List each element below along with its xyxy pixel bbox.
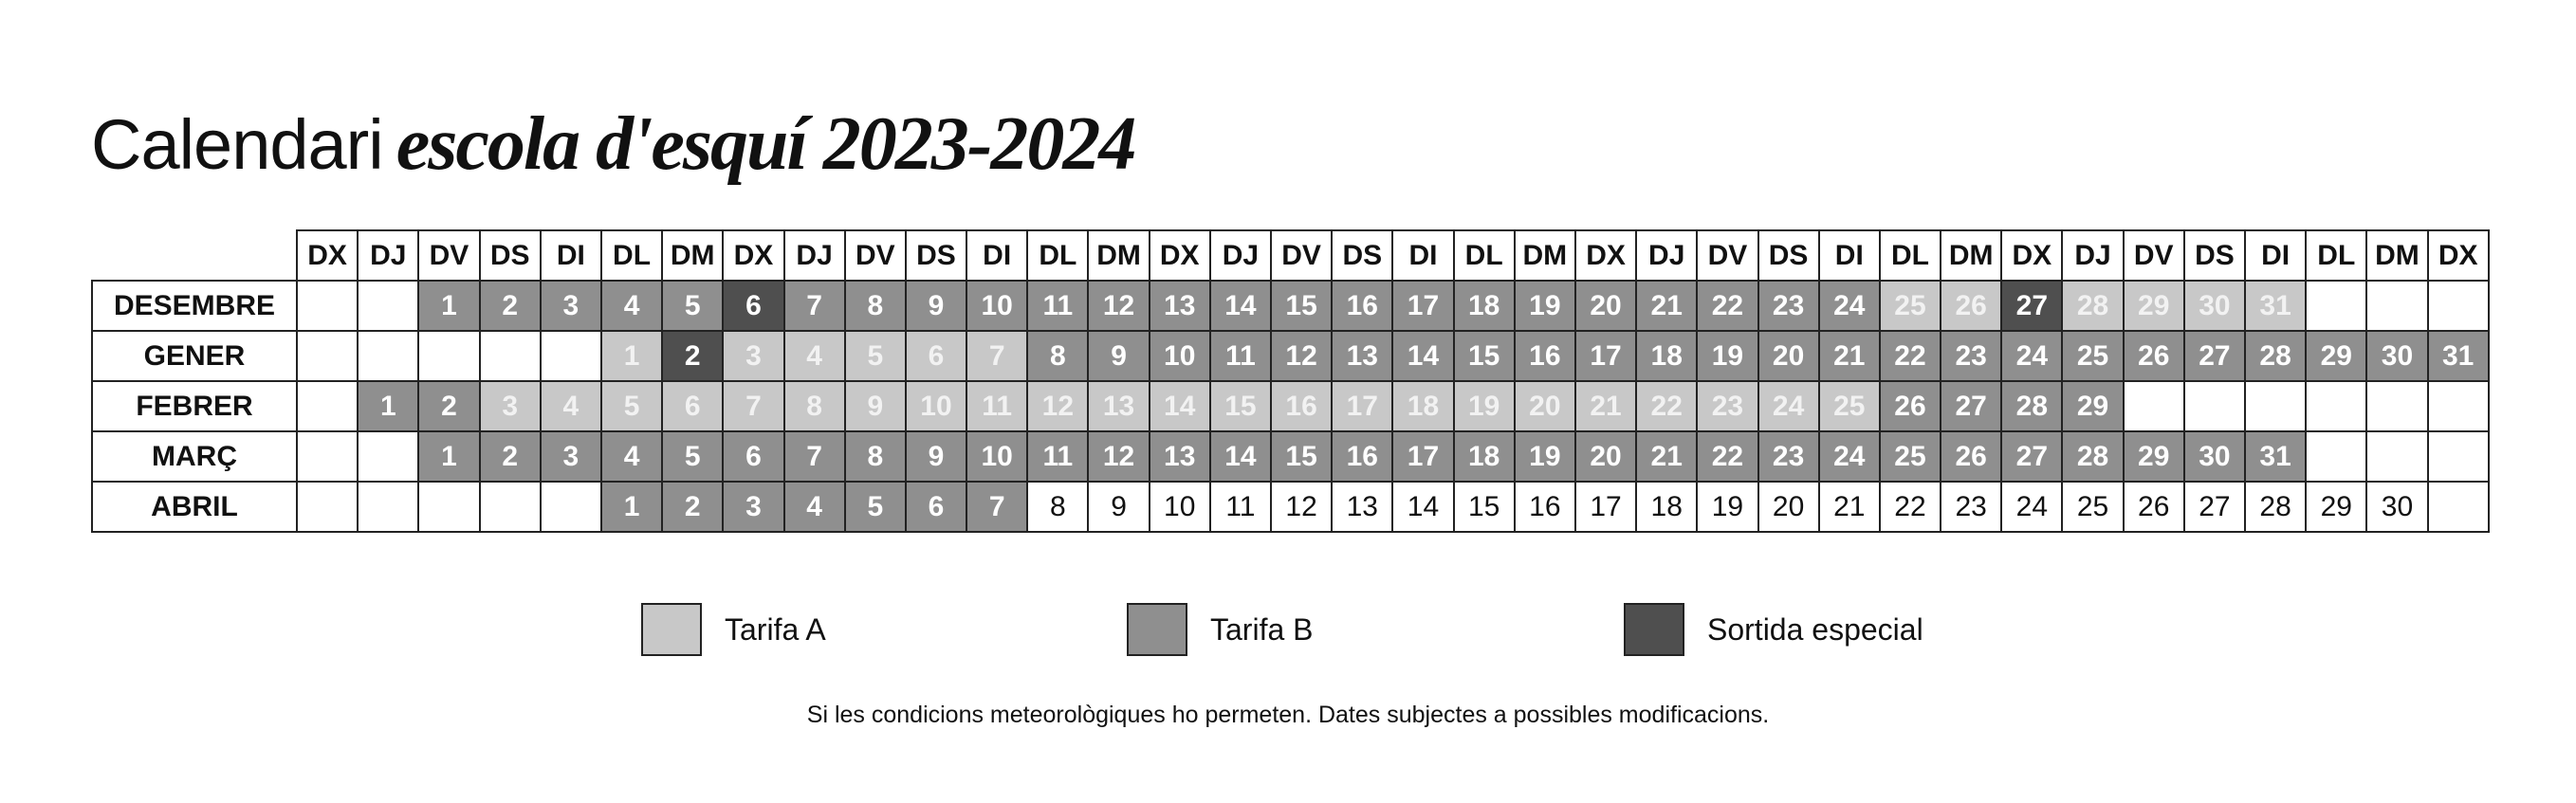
day-cell: 3: [723, 331, 783, 381]
day-cell: 9: [906, 431, 966, 482]
day-cell: 4: [601, 281, 662, 331]
day-cell: 15: [1271, 431, 1332, 482]
weekday-header-cell: DX: [2428, 230, 2489, 281]
day-cell: 8: [845, 431, 906, 482]
day-cell: 23: [1941, 482, 2001, 532]
day-cell: 5: [845, 331, 906, 381]
day-cell: 16: [1515, 482, 1575, 532]
day-cell: 23: [1941, 331, 2001, 381]
day-cell: 25: [2062, 331, 2123, 381]
day-cell: 4: [784, 331, 845, 381]
day-cell: 13: [1150, 431, 1210, 482]
day-cell: 7: [784, 281, 845, 331]
day-cell: 21: [1819, 331, 1880, 381]
day-cell: 20: [1515, 381, 1575, 431]
day-cell: 5: [662, 431, 723, 482]
weekday-header-cell: DM: [1515, 230, 1575, 281]
day-cell: 7: [723, 381, 783, 431]
weekday-header-cell: DM: [1088, 230, 1149, 281]
weekday-header-cell: DX: [723, 230, 783, 281]
empty-day-cell: [418, 482, 479, 532]
day-cell: 23: [1758, 431, 1819, 482]
day-cell: 28: [2062, 431, 2123, 482]
day-cell: 17: [1392, 431, 1453, 482]
empty-day-cell: [418, 331, 479, 381]
day-cell: 18: [1636, 331, 1697, 381]
day-cell: 6: [723, 431, 783, 482]
legend-label-sortida-especial: Sortida especial: [1707, 611, 1923, 647]
day-cell: 4: [541, 381, 601, 431]
weekday-header-cell: DM: [662, 230, 723, 281]
legend-item-tarifa-a: [641, 601, 826, 658]
month-label: GENER: [92, 331, 297, 381]
month-row: [92, 482, 2489, 532]
day-cell: 18: [1392, 381, 1453, 431]
day-cell: 5: [845, 482, 906, 532]
day-cell: 3: [541, 431, 601, 482]
day-cell: 22: [1636, 381, 1697, 431]
day-cell: 17: [1392, 281, 1453, 331]
empty-day-cell: [2366, 431, 2427, 482]
weekday-header-cell: DL: [1880, 230, 1941, 281]
empty-day-cell: [297, 381, 358, 431]
day-cell: 25: [1880, 281, 1941, 331]
day-cell: 2: [480, 431, 541, 482]
day-cell: 12: [1088, 281, 1149, 331]
day-cell: 6: [906, 482, 966, 532]
weekday-header-cell: DS: [480, 230, 541, 281]
day-cell: 28: [2245, 331, 2306, 381]
empty-day-cell: [297, 482, 358, 532]
empty-day-cell: [2184, 381, 2245, 431]
day-cell: 7: [784, 431, 845, 482]
day-cell: 28: [2245, 482, 2306, 532]
day-cell: 23: [1697, 381, 1757, 431]
day-cell: 24: [2001, 331, 2062, 381]
day-cell: 21: [1636, 281, 1697, 331]
day-cell: 19: [1697, 331, 1757, 381]
day-cell: 21: [1575, 381, 1636, 431]
empty-day-cell: [541, 331, 601, 381]
day-cell: 18: [1636, 482, 1697, 532]
day-cell: 16: [1332, 431, 1392, 482]
day-cell: 15: [1210, 381, 1271, 431]
day-cell: 8: [845, 281, 906, 331]
month-row: [92, 431, 2489, 482]
day-cell: 22: [1697, 431, 1757, 482]
empty-day-cell: [2428, 381, 2489, 431]
day-cell: 1: [418, 281, 479, 331]
empty-day-cell: [2428, 431, 2489, 482]
empty-day-cell: [297, 431, 358, 482]
day-cell: 5: [662, 281, 723, 331]
footnote: Si les condicions meteorològiques ho permeten. Dates subjectes a possibles modificacions.: [806, 702, 1770, 728]
weekday-header-cell: DX: [1150, 230, 1210, 281]
legend-swatch-sortida-especial: [1624, 603, 1684, 656]
weekday-header-cell: DL: [2306, 230, 2366, 281]
day-cell: 9: [1088, 482, 1149, 532]
month-label: FEBRER: [92, 381, 297, 431]
day-cell: 3: [723, 482, 783, 532]
day-cell: 16: [1332, 281, 1392, 331]
day-cell: 6: [662, 381, 723, 431]
day-cell: 24: [2001, 482, 2062, 532]
weekday-header-cell: DJ: [2062, 230, 2123, 281]
day-cell: 19: [1515, 281, 1575, 331]
day-cell: 27: [1941, 381, 2001, 431]
day-cell: 15: [1454, 482, 1515, 532]
day-cell: 25: [1880, 431, 1941, 482]
day-cell: 20: [1758, 482, 1819, 532]
day-cell: 18: [1454, 281, 1515, 331]
weekday-header-cell: DX: [1575, 230, 1636, 281]
day-cell: 8: [1027, 482, 1088, 532]
empty-day-cell: [358, 331, 418, 381]
month-row: [92, 331, 2489, 381]
day-cell: 27: [2184, 482, 2245, 532]
empty-day-cell: [2245, 381, 2306, 431]
day-cell: 10: [1150, 482, 1210, 532]
empty-day-cell: [358, 431, 418, 482]
day-cell: 4: [784, 482, 845, 532]
day-cell: 14: [1210, 281, 1271, 331]
empty-day-cell: [2366, 281, 2427, 331]
day-cell: 29: [2124, 431, 2184, 482]
day-cell: 7: [966, 482, 1027, 532]
day-cell: 16: [1271, 381, 1332, 431]
weekday-header-cell: DV: [1271, 230, 1332, 281]
weekday-header-row: [92, 230, 2489, 281]
empty-day-cell: [2366, 381, 2427, 431]
day-cell: 15: [1454, 331, 1515, 381]
day-cell: 26: [1941, 281, 2001, 331]
legend-swatch-tarifa-b: [1127, 603, 1187, 656]
day-cell: 20: [1575, 281, 1636, 331]
day-cell: 29: [2124, 281, 2184, 331]
day-cell: 24: [1758, 381, 1819, 431]
day-cell: 26: [1941, 431, 2001, 482]
day-cell: 27: [2001, 281, 2062, 331]
day-cell: 7: [966, 331, 1027, 381]
day-cell: 1: [418, 431, 479, 482]
day-cell: 8: [1027, 331, 1088, 381]
day-cell: 1: [358, 381, 418, 431]
day-cell: 17: [1332, 381, 1392, 431]
day-cell: 26: [1880, 381, 1941, 431]
day-cell: 10: [906, 381, 966, 431]
day-cell: 19: [1697, 482, 1757, 532]
day-cell: 22: [1697, 281, 1757, 331]
legend-label-tarifa-a: Tarifa A: [725, 611, 826, 647]
day-cell: 28: [2001, 381, 2062, 431]
ski-calendar-table: [91, 229, 2490, 533]
day-cell: 24: [1819, 431, 1880, 482]
weekday-header-cell: DI: [1392, 230, 1453, 281]
legend-item-sortida-especial: [1624, 601, 1923, 658]
day-cell: 29: [2306, 482, 2366, 532]
day-cell: 30: [2184, 281, 2245, 331]
calendar-body: [92, 281, 2489, 532]
day-cell: 12: [1271, 331, 1332, 381]
weekday-header-cell: DL: [601, 230, 662, 281]
empty-day-cell: [2306, 281, 2366, 331]
day-cell: 14: [1392, 331, 1453, 381]
weekday-header-cell: DJ: [1636, 230, 1697, 281]
month-label: ABRIL: [92, 482, 297, 532]
day-cell: 21: [1819, 482, 1880, 532]
day-cell: 15: [1271, 281, 1332, 331]
day-cell: 14: [1210, 431, 1271, 482]
day-cell: 12: [1088, 431, 1149, 482]
legend-label-tarifa-b: Tarifa B: [1210, 611, 1314, 647]
empty-day-cell: [358, 482, 418, 532]
weekday-header-cell: DV: [2124, 230, 2184, 281]
day-cell: 8: [784, 381, 845, 431]
day-cell: 21: [1636, 431, 1697, 482]
day-cell: 25: [2062, 482, 2123, 532]
weekday-header-cell: DI: [541, 230, 601, 281]
weekday-header-cell: DJ: [1210, 230, 1271, 281]
day-cell: 11: [1027, 431, 1088, 482]
day-cell: 31: [2245, 281, 2306, 331]
weekday-header-cell: DJ: [358, 230, 418, 281]
day-cell: 19: [1454, 381, 1515, 431]
day-cell: 29: [2306, 331, 2366, 381]
day-cell: 11: [1027, 281, 1088, 331]
day-cell: 4: [601, 431, 662, 482]
legend-item-tarifa-b: [1127, 601, 1313, 658]
day-cell: 28: [2062, 281, 2123, 331]
weekday-header-cell: DI: [1819, 230, 1880, 281]
weekday-header-cell: DX: [2001, 230, 2062, 281]
weekday-header-cell: DV: [845, 230, 906, 281]
day-cell: 9: [845, 381, 906, 431]
month-label: DESEMBRE: [92, 281, 297, 331]
day-cell: 20: [1575, 431, 1636, 482]
weekday-header-cell: DS: [2184, 230, 2245, 281]
day-cell: 14: [1150, 381, 1210, 431]
weekday-header-cell: DL: [1027, 230, 1088, 281]
day-cell: 31: [2245, 431, 2306, 482]
empty-day-cell: [2306, 381, 2366, 431]
day-cell: 3: [480, 381, 541, 431]
day-cell: 29: [2062, 381, 2123, 431]
day-cell: 6: [906, 331, 966, 381]
day-cell: 13: [1332, 482, 1392, 532]
empty-day-cell: [480, 331, 541, 381]
day-cell: 3: [541, 281, 601, 331]
weekday-header-cell: DI: [2245, 230, 2306, 281]
day-cell: 31: [2428, 331, 2489, 381]
month-row: [92, 381, 2489, 431]
day-cell: 27: [2001, 431, 2062, 482]
weekday-header-cell: DS: [1758, 230, 1819, 281]
empty-day-cell: [2124, 381, 2184, 431]
empty-day-cell: [297, 331, 358, 381]
day-cell: 6: [723, 281, 783, 331]
weekday-header-cell: DS: [906, 230, 966, 281]
day-cell: 10: [1150, 331, 1210, 381]
day-cell: 2: [662, 331, 723, 381]
day-cell: 17: [1575, 331, 1636, 381]
empty-day-cell: [2428, 281, 2489, 331]
empty-day-cell: [2306, 431, 2366, 482]
day-cell: 27: [2184, 331, 2245, 381]
day-cell: 24: [1819, 281, 1880, 331]
day-cell: 13: [1150, 281, 1210, 331]
title-plain: Calendari: [91, 105, 383, 184]
weekday-header-cell: DS: [1332, 230, 1392, 281]
day-cell: 13: [1332, 331, 1392, 381]
day-cell: 22: [1880, 331, 1941, 381]
day-cell: 9: [1088, 331, 1149, 381]
day-cell: 2: [480, 281, 541, 331]
month-label: MARÇ: [92, 431, 297, 482]
day-cell: 10: [966, 281, 1027, 331]
header-corner: [92, 230, 297, 281]
day-cell: 10: [966, 431, 1027, 482]
day-cell: 12: [1271, 482, 1332, 532]
weekday-header-cell: DJ: [784, 230, 845, 281]
day-cell: 26: [2124, 331, 2184, 381]
empty-day-cell: [541, 482, 601, 532]
day-cell: 2: [418, 381, 479, 431]
day-cell: 9: [906, 281, 966, 331]
empty-day-cell: [2428, 482, 2489, 532]
day-cell: 1: [601, 331, 662, 381]
weekday-header-cell: DV: [418, 230, 479, 281]
day-cell: 11: [1210, 482, 1271, 532]
empty-day-cell: [297, 281, 358, 331]
day-cell: 1: [601, 482, 662, 532]
title-italic: escola d'esquí 2023-2024: [396, 102, 1135, 186]
weekday-header-cell: DL: [1454, 230, 1515, 281]
weekday-header-cell: DM: [2366, 230, 2427, 281]
legend: [0, 601, 2576, 658]
day-cell: 12: [1027, 381, 1088, 431]
day-cell: 16: [1515, 331, 1575, 381]
day-cell: 30: [2366, 331, 2427, 381]
day-cell: 25: [1819, 381, 1880, 431]
day-cell: 2: [662, 482, 723, 532]
day-cell: 19: [1515, 431, 1575, 482]
day-cell: 13: [1088, 381, 1149, 431]
day-cell: 17: [1575, 482, 1636, 532]
day-cell: 30: [2366, 482, 2427, 532]
day-cell: 11: [1210, 331, 1271, 381]
weekday-header-cell: DX: [297, 230, 358, 281]
page-title: [91, 97, 1134, 192]
day-cell: 22: [1880, 482, 1941, 532]
legend-swatch-tarifa-a: [641, 603, 702, 656]
day-cell: 23: [1758, 281, 1819, 331]
weekday-header-cell: DV: [1697, 230, 1757, 281]
day-cell: 18: [1454, 431, 1515, 482]
month-row: [92, 281, 2489, 331]
empty-day-cell: [480, 482, 541, 532]
day-cell: 30: [2184, 431, 2245, 482]
day-cell: 11: [966, 381, 1027, 431]
weekday-header-cell: DI: [966, 230, 1027, 281]
day-cell: 5: [601, 381, 662, 431]
empty-day-cell: [358, 281, 418, 331]
day-cell: 14: [1392, 482, 1453, 532]
day-cell: 20: [1758, 331, 1819, 381]
day-cell: 26: [2124, 482, 2184, 532]
weekday-header-cell: DM: [1941, 230, 2001, 281]
